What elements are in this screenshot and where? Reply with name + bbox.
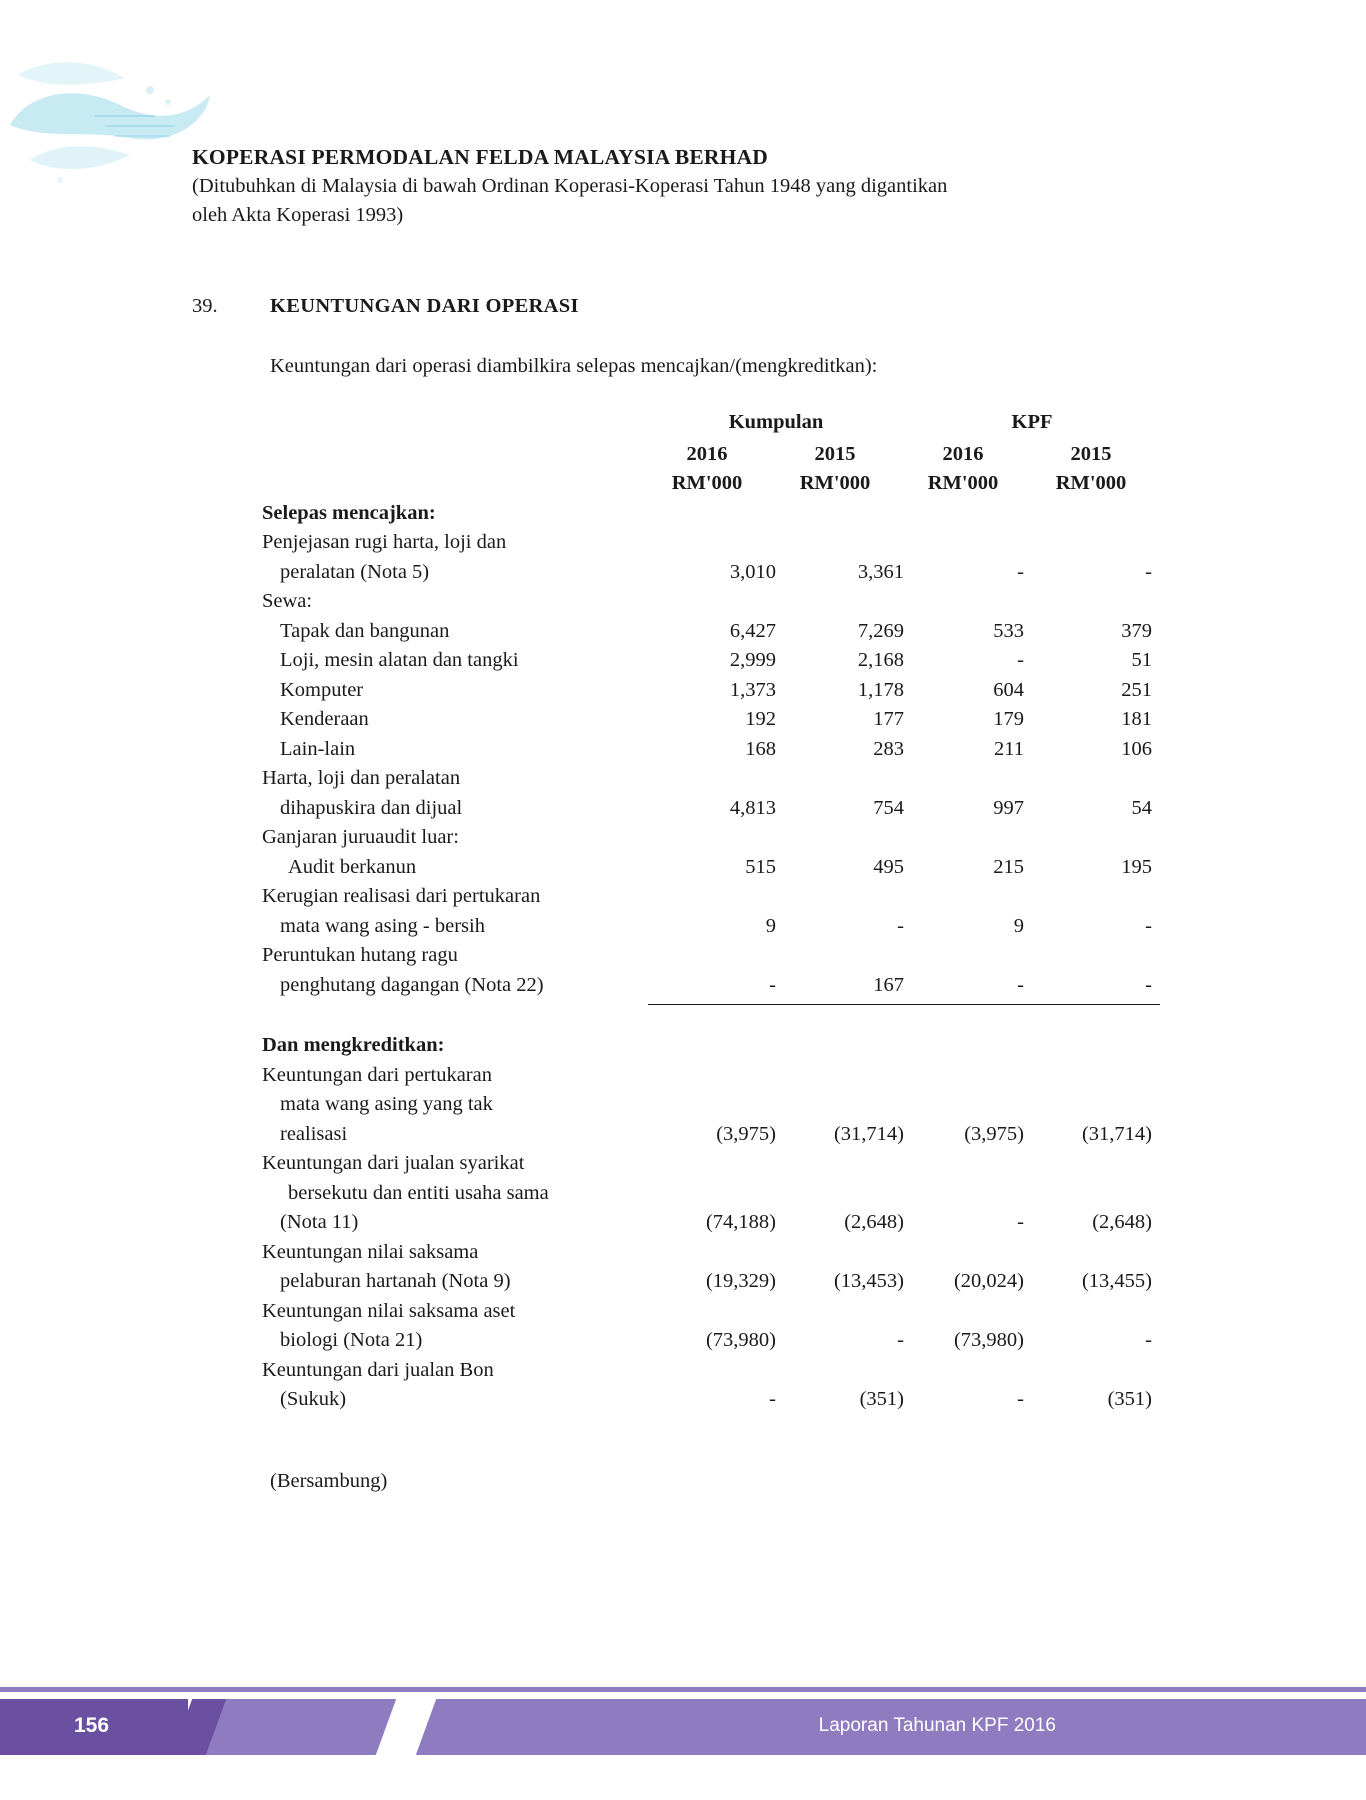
table-row (262, 587, 1160, 617)
row-value: - (1145, 914, 1152, 937)
row-value: 754 (873, 796, 904, 819)
row-label: realisasi (280, 1122, 348, 1145)
row-value (904, 1149, 1032, 1179)
row-value: 195 (1121, 855, 1152, 878)
operating-profit-table (262, 408, 1160, 1415)
row-value (904, 941, 1032, 971)
row-label: Penjejasan rugi harta, loji dan (262, 531, 507, 553)
organisation-subtitle (192, 172, 1177, 230)
table-row (262, 1208, 1160, 1238)
subtitle-line-1: (Ditubuhkan di Malaysia di bawah Ordinan Koperasi-Koperasi Tahun 1948 yang digantikan (192, 175, 948, 197)
row-value (776, 1061, 904, 1091)
section-title-row-credited (262, 1031, 1160, 1061)
table-row (262, 971, 1160, 1001)
footer-right-band (196, 1699, 1366, 1755)
row-value: (13,453) (833, 1270, 904, 1292)
row-value (648, 1238, 776, 1268)
row-value: 283 (873, 737, 904, 760)
row-value: (31,714) (833, 1122, 904, 1145)
row-value: 7,269 (857, 619, 904, 642)
row-value (1032, 1149, 1160, 1179)
row-label: Peruntukan hutang ragu (262, 944, 458, 966)
row-value: 9 (765, 914, 776, 937)
row-value (648, 528, 776, 558)
table-row (262, 1149, 1160, 1179)
table-row (262, 882, 1160, 912)
row-value: 211 (994, 737, 1024, 760)
row-label: Audit berkanun (288, 855, 417, 878)
row-value (776, 1297, 904, 1327)
year-header-kpf-2016: 2016 (942, 442, 984, 465)
row-value (776, 1149, 904, 1179)
row-value: 167 (873, 973, 904, 996)
table-row (262, 941, 1160, 971)
footer-caption: Laporan Tahunan KPF 2016 (818, 1715, 1056, 1736)
table-row (262, 646, 1160, 676)
row-value: 533 (993, 619, 1024, 642)
subtitle-line-2: oleh Akta Koperasi 1993) (192, 204, 404, 227)
row-value: 515 (745, 855, 776, 878)
row-value: (74,188) (705, 1211, 776, 1233)
note-title: KEUNTUNGAN DARI OPERASI (270, 295, 579, 317)
row-value: (351) (859, 1388, 904, 1410)
row-value: 215 (993, 855, 1024, 878)
row-value (1032, 1356, 1160, 1386)
unit-header-2: RM'000 (799, 472, 871, 494)
table-unit-header-row (262, 469, 1160, 499)
unit-header-3: RM'000 (927, 472, 999, 494)
row-value: 177 (873, 708, 904, 730)
row-value: - (1145, 560, 1152, 583)
table-row (262, 1090, 1160, 1120)
year-header-kumpulan-2015: 2015 (814, 442, 856, 465)
row-value: 495 (873, 855, 904, 878)
organisation-name: KOPERASI PERMODALAN FELDA MALAYSIA BERHAD (192, 145, 769, 169)
row-value: - (769, 973, 776, 996)
footer-diagonal-notch (376, 1699, 436, 1755)
row-label: biologi (Nota 21) (280, 1329, 423, 1351)
row-value (904, 528, 1032, 558)
row-value (904, 1090, 1032, 1120)
row-value: 192 (745, 708, 776, 730)
table-row (262, 705, 1160, 735)
row-value (1032, 1090, 1160, 1120)
row-label: bersekutu dan entiti usaha sama (288, 1181, 549, 1204)
row-value: 9 (1013, 914, 1024, 937)
row-value (904, 587, 1032, 617)
row-value: - (897, 1329, 904, 1351)
row-value (904, 1238, 1032, 1268)
row-value: 168 (745, 737, 776, 760)
row-value (648, 1149, 776, 1179)
row-value (1032, 941, 1160, 971)
year-header-kumpulan-2016: 2016 (686, 442, 728, 465)
table-row (262, 735, 1160, 765)
row-value: - (1145, 973, 1152, 996)
row-value: - (1017, 1388, 1024, 1410)
row-value: (2,648) (1092, 1211, 1152, 1233)
row-value: (19,329) (705, 1270, 776, 1292)
row-value (1032, 823, 1160, 853)
row-value: 181 (1121, 708, 1152, 730)
unit-header-4: RM'000 (1055, 472, 1127, 494)
table-row (262, 528, 1160, 558)
row-value: (351) (1107, 1388, 1152, 1410)
row-label: (Sukuk) (280, 1388, 347, 1410)
row-value: 2,999 (729, 649, 776, 671)
row-value (776, 1179, 904, 1209)
row-value (648, 764, 776, 794)
row-value: - (1017, 649, 1024, 671)
row-value (1032, 1297, 1160, 1327)
row-value: 379 (1121, 619, 1152, 642)
table-row (262, 676, 1160, 706)
table-row (262, 764, 1160, 794)
row-label: Keuntungan dari jualan Bon (262, 1358, 494, 1381)
row-value (776, 941, 904, 971)
row-label: Keuntungan nilai saksama aset (262, 1299, 516, 1322)
row-value: (3,975) (716, 1122, 776, 1145)
row-label: Sewa: (262, 590, 313, 612)
table-row (262, 1238, 1160, 1268)
row-value (904, 1297, 1032, 1327)
section-title-charged: Selepas mencajkan: (262, 501, 436, 524)
section-title-row-charged (262, 499, 1160, 529)
row-value (776, 764, 904, 794)
table-row (262, 1120, 1160, 1150)
section-title-credited: Dan mengkreditkan: (262, 1034, 445, 1056)
row-label: Komputer (280, 678, 364, 701)
row-value: 54 (1131, 796, 1152, 819)
row-value: 251 (1121, 678, 1152, 701)
row-value: 179 (993, 708, 1024, 730)
row-label: Loji, mesin alatan dan tangki (280, 649, 519, 671)
row-value (648, 1090, 776, 1120)
row-value (648, 941, 776, 971)
table-row (262, 823, 1160, 853)
group-header-kumpulan: Kumpulan (728, 411, 824, 433)
row-value (648, 823, 776, 853)
year-header-kpf-2015: 2015 (1070, 442, 1112, 465)
row-label: Kerugian realisasi dari pertukaran (262, 885, 541, 907)
row-label: penghutang dagangan (Nota 22) (280, 973, 544, 996)
continued-marker: (Bersambung) (270, 1470, 388, 1492)
table-year-header-row (262, 440, 1160, 470)
row-value: 3,010 (729, 560, 776, 583)
row-value (904, 882, 1032, 912)
row-label: (Nota 11) (280, 1211, 359, 1233)
row-value: 6,427 (729, 619, 776, 642)
table-row (262, 1356, 1160, 1386)
table-row (262, 617, 1160, 647)
row-value (904, 764, 1032, 794)
row-value: - (1145, 1329, 1152, 1351)
table-row (262, 794, 1160, 824)
row-value (648, 882, 776, 912)
row-value (1032, 882, 1160, 912)
row-label: peralatan (Nota 5) (280, 560, 430, 583)
group-header-kpf: KPF (1011, 411, 1053, 433)
row-value (648, 1356, 776, 1386)
row-value (648, 1179, 776, 1209)
row-value (1032, 1179, 1160, 1209)
row-value (1032, 528, 1160, 558)
table-group-header-row (262, 408, 1160, 440)
row-label: mata wang asing - bersih (280, 914, 485, 937)
row-value: (13,455) (1081, 1270, 1152, 1292)
table-row (262, 1267, 1160, 1297)
row-value (1032, 1238, 1160, 1268)
row-label: Lain-lain (280, 737, 356, 760)
row-label: Harta, loji dan peralatan (262, 767, 461, 789)
row-value (648, 1061, 776, 1091)
document-header (192, 145, 1192, 230)
row-value (1032, 587, 1160, 617)
note-number: 39. (192, 295, 218, 317)
row-value (776, 1356, 904, 1386)
row-value (776, 587, 904, 617)
table-row (262, 1297, 1160, 1327)
table-row (262, 1385, 1160, 1415)
row-value: - (1017, 973, 1024, 996)
row-value: 604 (993, 678, 1024, 701)
row-value: - (1017, 560, 1024, 583)
row-label: Keuntungan nilai saksama (262, 1240, 479, 1263)
table-row (262, 1326, 1160, 1356)
row-value (1032, 764, 1160, 794)
row-value: 4,813 (729, 796, 776, 819)
row-value: - (1017, 1211, 1024, 1233)
row-value: (3,975) (964, 1122, 1024, 1145)
row-value (904, 1179, 1032, 1209)
row-value: (31,714) (1081, 1122, 1152, 1145)
row-value (776, 528, 904, 558)
table-row (262, 1061, 1160, 1091)
note-intro-text: Keuntungan dari operasi diambilkira selepas mencajkan/(mengkreditkan): (270, 355, 878, 377)
row-value: (2,648) (844, 1211, 904, 1233)
row-value (904, 1061, 1032, 1091)
footer-top-rule (0, 1687, 1366, 1692)
row-value: (73,980) (953, 1329, 1024, 1351)
page-footer (0, 1699, 1366, 1755)
row-label: Tapak dan bangunan (280, 619, 450, 642)
row-label: Kenderaan (280, 708, 369, 730)
row-value (648, 587, 776, 617)
row-value (776, 882, 904, 912)
row-value: 997 (993, 796, 1024, 819)
row-value: 2,168 (857, 649, 904, 671)
row-value: 51 (1131, 649, 1152, 671)
row-value: (73,980) (705, 1329, 776, 1351)
table-row (262, 912, 1160, 942)
section-gap-row (262, 1005, 1160, 1032)
table-row (262, 1179, 1160, 1209)
unit-header-1: RM'000 (671, 472, 743, 494)
row-value: (20,024) (953, 1270, 1024, 1292)
table-row (262, 558, 1160, 588)
row-value (776, 1238, 904, 1268)
row-value: 1,178 (857, 678, 904, 701)
row-value (1032, 1061, 1160, 1091)
row-label: pelaburan hartanah (Nota 9) (280, 1270, 511, 1292)
row-value: 1,373 (729, 678, 776, 701)
row-value: 106 (1121, 737, 1152, 760)
row-value (648, 1297, 776, 1327)
row-label: Keuntungan dari jualan syarikat (262, 1152, 525, 1174)
row-value (776, 1090, 904, 1120)
row-label: dihapuskira dan dijual (280, 796, 463, 819)
row-value (904, 1356, 1032, 1386)
page-number: 156 (74, 1714, 110, 1737)
row-label: Keuntungan dari pertukaran (262, 1063, 492, 1086)
row-value: - (769, 1388, 776, 1410)
row-value (904, 823, 1032, 853)
table-row (262, 853, 1160, 883)
row-value: 3,361 (857, 560, 904, 583)
row-label: mata wang asing yang tak (280, 1093, 493, 1115)
row-value: - (897, 914, 904, 937)
row-value (776, 823, 904, 853)
row-label: Ganjaran juruaudit luar: (262, 826, 459, 848)
